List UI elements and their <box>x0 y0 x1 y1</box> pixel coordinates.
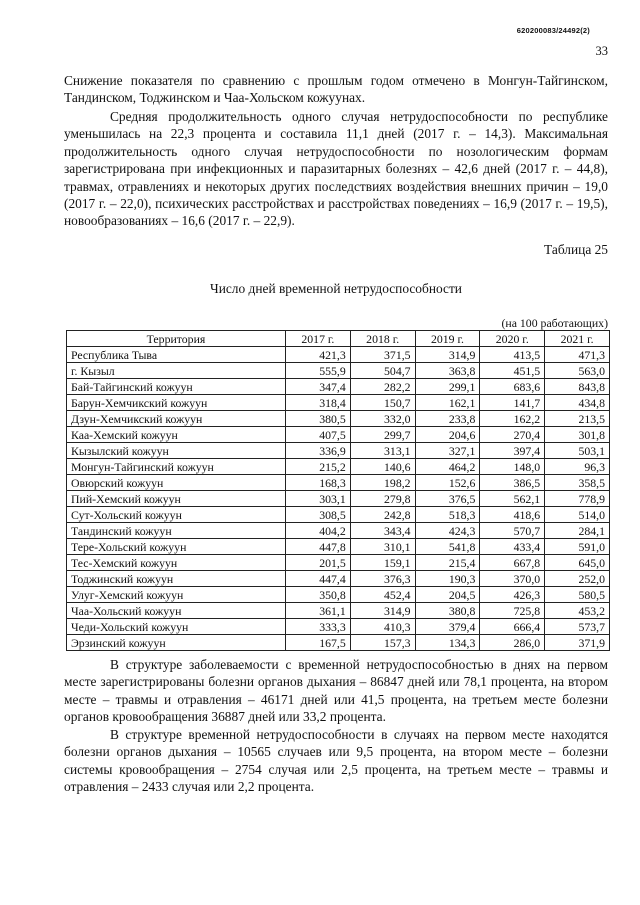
value-cell: 204,6 <box>415 427 480 443</box>
value-cell: 150,7 <box>350 395 415 411</box>
table-row <box>67 411 610 427</box>
value-cell: 645,0 <box>545 555 610 571</box>
territory-cell: Эрзинский кожуун <box>67 635 286 651</box>
table-row <box>67 443 610 459</box>
value-cell: 308,5 <box>285 507 350 523</box>
value-cell: 299,1 <box>415 379 480 395</box>
value-cell: 303,1 <box>285 491 350 507</box>
value-cell: 562,1 <box>480 491 545 507</box>
column-header-territory: Территория <box>67 331 286 347</box>
value-cell: 667,8 <box>480 555 545 571</box>
document-id: 620200083/24492(2) <box>516 26 590 35</box>
value-cell: 514,0 <box>545 507 610 523</box>
paragraph-average-duration: Средняя продолжительность одного случая нетрудоспособности по республике уменьшилась на 22,3 процента и составила 11,1 дней (2017 г. – 14,3). Максимальная продолжительность одного случая нетрудоспособности по нозологическим формам зарегистрирована при инфекционных и паразитарных болезнях – 42,6 дней (2017 г. – 44,8), травмах, отравлениях и некоторых других последствиях воздействия внешних причин – 19,0 (2017 г. – 22,0), психических расстройствах и расстройствах поведениях – 16,9 (2017 г. – 19,5), новообразованиях – 16,6 (2017 г. – 22,9). <box>64 109 608 229</box>
value-cell: 363,8 <box>415 363 480 379</box>
value-cell: 336,9 <box>285 443 350 459</box>
value-cell: 541,8 <box>415 539 480 555</box>
value-cell: 555,9 <box>285 363 350 379</box>
value-cell: 286,0 <box>480 635 545 651</box>
value-cell: 424,3 <box>415 523 480 539</box>
value-cell: 843,8 <box>545 379 610 395</box>
value-cell: 413,5 <box>480 347 545 363</box>
value-cell: 159,1 <box>350 555 415 571</box>
value-cell: 464,2 <box>415 459 480 475</box>
table-row <box>67 459 610 475</box>
territory-cell: Чаа-Хольский кожуун <box>67 603 286 619</box>
table-row <box>67 363 610 379</box>
table-row <box>67 475 610 491</box>
value-cell: 314,9 <box>350 603 415 619</box>
table-row <box>67 507 610 523</box>
value-cell: 370,0 <box>480 571 545 587</box>
territory-cell: Бай-Тайгинский кожуун <box>67 379 286 395</box>
territory-cell: Монгун-Тайгинский кожуун <box>67 459 286 475</box>
value-cell: 157,3 <box>350 635 415 651</box>
value-cell: 380,8 <box>415 603 480 619</box>
table-row <box>67 379 610 395</box>
value-cell: 282,2 <box>350 379 415 395</box>
value-cell: 347,4 <box>285 379 350 395</box>
column-header-2018: 2018 г. <box>350 331 415 347</box>
value-cell: 213,5 <box>545 411 610 427</box>
value-cell: 410,3 <box>350 619 415 635</box>
value-cell: 404,2 <box>285 523 350 539</box>
value-cell: 162,1 <box>415 395 480 411</box>
value-cell: 270,4 <box>480 427 545 443</box>
value-cell: 361,1 <box>285 603 350 619</box>
value-cell: 252,0 <box>545 571 610 587</box>
value-cell: 233,8 <box>415 411 480 427</box>
territory-cell: Улуг-Хемский кожуун <box>67 587 286 603</box>
table-row <box>67 347 610 363</box>
table-row <box>67 427 610 443</box>
value-cell: 141,7 <box>480 395 545 411</box>
value-cell: 725,8 <box>480 603 545 619</box>
value-cell: 666,4 <box>480 619 545 635</box>
value-cell: 418,6 <box>480 507 545 523</box>
value-cell: 96,3 <box>545 459 610 475</box>
value-cell: 778,9 <box>545 491 610 507</box>
value-cell: 397,4 <box>480 443 545 459</box>
territory-cell: Республика Тыва <box>67 347 286 363</box>
value-cell: 350,8 <box>285 587 350 603</box>
column-header-2019: 2019 г. <box>415 331 480 347</box>
value-cell: 451,5 <box>480 363 545 379</box>
value-cell: 380,5 <box>285 411 350 427</box>
table-row <box>67 539 610 555</box>
territory-cell: Каа-Хемский кожуун <box>67 427 286 443</box>
column-header-2021: 2021 г. <box>545 331 610 347</box>
value-cell: 518,3 <box>415 507 480 523</box>
value-cell: 318,4 <box>285 395 350 411</box>
value-cell: 504,7 <box>350 363 415 379</box>
territory-cell: Кызылский кожуун <box>67 443 286 459</box>
territory-cell: Тес-Хемский кожуун <box>67 555 286 571</box>
value-cell: 471,3 <box>545 347 610 363</box>
table-row <box>67 603 610 619</box>
value-cell: 447,4 <box>285 571 350 587</box>
territory-cell: г. Кызыл <box>67 363 286 379</box>
territory-cell: Тере-Хольский кожуун <box>67 539 286 555</box>
table-unit: (на 100 работающих) <box>501 316 608 330</box>
value-cell: 426,3 <box>480 587 545 603</box>
table-row <box>67 491 610 507</box>
value-cell: 140,6 <box>350 459 415 475</box>
sick-days-table <box>66 330 610 651</box>
value-cell: 452,4 <box>350 587 415 603</box>
column-header-2017: 2017 г. <box>285 331 350 347</box>
value-cell: 148,0 <box>480 459 545 475</box>
paragraph-structure-cases: В структуре временной нетрудоспособности в случаях на первом месте находятся болезни органов дыхания – 10565 случаев или 9,5 процента, на втором месте – болезни системы кровообращения – 2754 случая или 2,5 процента, на третьем месте – травмы и отравления – 2433 случая или 2,2 процента. <box>64 727 608 795</box>
value-cell: 453,2 <box>545 603 610 619</box>
table-row <box>67 555 610 571</box>
table-title: Число дней временной нетрудоспособности <box>210 281 462 296</box>
value-cell: 358,5 <box>545 475 610 491</box>
value-cell: 386,5 <box>480 475 545 491</box>
value-cell: 407,5 <box>285 427 350 443</box>
value-cell: 152,6 <box>415 475 480 491</box>
table-row <box>67 587 610 603</box>
value-cell: 313,1 <box>350 443 415 459</box>
value-cell: 167,5 <box>285 635 350 651</box>
paragraph-decline-note: Снижение показателя по сравнению с прошлым годом отмечено в Монгун-Тайгинском, Тандинском, Тоджинском и Чаа-Хольском кожуунах. <box>64 73 608 106</box>
value-cell: 447,8 <box>285 539 350 555</box>
value-cell: 580,5 <box>545 587 610 603</box>
value-cell: 327,1 <box>415 443 480 459</box>
value-cell: 190,3 <box>415 571 480 587</box>
value-cell: 591,0 <box>545 539 610 555</box>
value-cell: 201,5 <box>285 555 350 571</box>
territory-cell: Дзун-Хемчикский кожуун <box>67 411 286 427</box>
value-cell: 162,2 <box>480 411 545 427</box>
value-cell: 279,8 <box>350 491 415 507</box>
value-cell: 433,4 <box>480 539 545 555</box>
value-cell: 421,3 <box>285 347 350 363</box>
value-cell: 299,7 <box>350 427 415 443</box>
territory-cell: Тоджинский кожуун <box>67 571 286 587</box>
value-cell: 371,9 <box>545 635 610 651</box>
value-cell: 683,6 <box>480 379 545 395</box>
territory-cell: Чеди-Хольский кожуун <box>67 619 286 635</box>
paragraph-structure-days: В структуре заболеваемости с временной нетрудоспособностью в днях на первом месте зарегистрированы болезни органов дыхания – 86847 дней или 78,1 процента, на втором месте – травмы и отравления – 46171 дней или 41,5 процента, на третьем месте болезни органов кровообращения 36887 дней или 33,2 процента. <box>64 657 608 725</box>
value-cell: 301,8 <box>545 427 610 443</box>
territory-cell: Тандинский кожуун <box>67 523 286 539</box>
value-cell: 563,0 <box>545 363 610 379</box>
value-cell: 332,0 <box>350 411 415 427</box>
table-row <box>67 571 610 587</box>
value-cell: 168,3 <box>285 475 350 491</box>
value-cell: 570,7 <box>480 523 545 539</box>
table-header-row <box>67 331 610 347</box>
table-label: Таблица 25 <box>544 242 608 257</box>
value-cell: 314,9 <box>415 347 480 363</box>
value-cell: 215,4 <box>415 555 480 571</box>
value-cell: 333,3 <box>285 619 350 635</box>
value-cell: 204,5 <box>415 587 480 603</box>
table-row <box>67 619 610 635</box>
value-cell: 310,1 <box>350 539 415 555</box>
value-cell: 215,2 <box>285 459 350 475</box>
table-row <box>67 635 610 651</box>
territory-cell: Сут-Хольский кожуун <box>67 507 286 523</box>
territory-cell: Пий-Хемский кожуун <box>67 491 286 507</box>
column-header-2020: 2020 г. <box>480 331 545 347</box>
value-cell: 134,3 <box>415 635 480 651</box>
territory-cell: Барун-Хемчикский кожуун <box>67 395 286 411</box>
page-number: 33 <box>595 44 608 58</box>
value-cell: 434,8 <box>545 395 610 411</box>
value-cell: 379,4 <box>415 619 480 635</box>
territory-cell: Овюрский кожуун <box>67 475 286 491</box>
value-cell: 343,4 <box>350 523 415 539</box>
value-cell: 376,5 <box>415 491 480 507</box>
value-cell: 284,1 <box>545 523 610 539</box>
value-cell: 503,1 <box>545 443 610 459</box>
value-cell: 371,5 <box>350 347 415 363</box>
table-row <box>67 395 610 411</box>
value-cell: 198,2 <box>350 475 415 491</box>
table-row <box>67 523 610 539</box>
value-cell: 376,3 <box>350 571 415 587</box>
value-cell: 242,8 <box>350 507 415 523</box>
value-cell: 573,7 <box>545 619 610 635</box>
